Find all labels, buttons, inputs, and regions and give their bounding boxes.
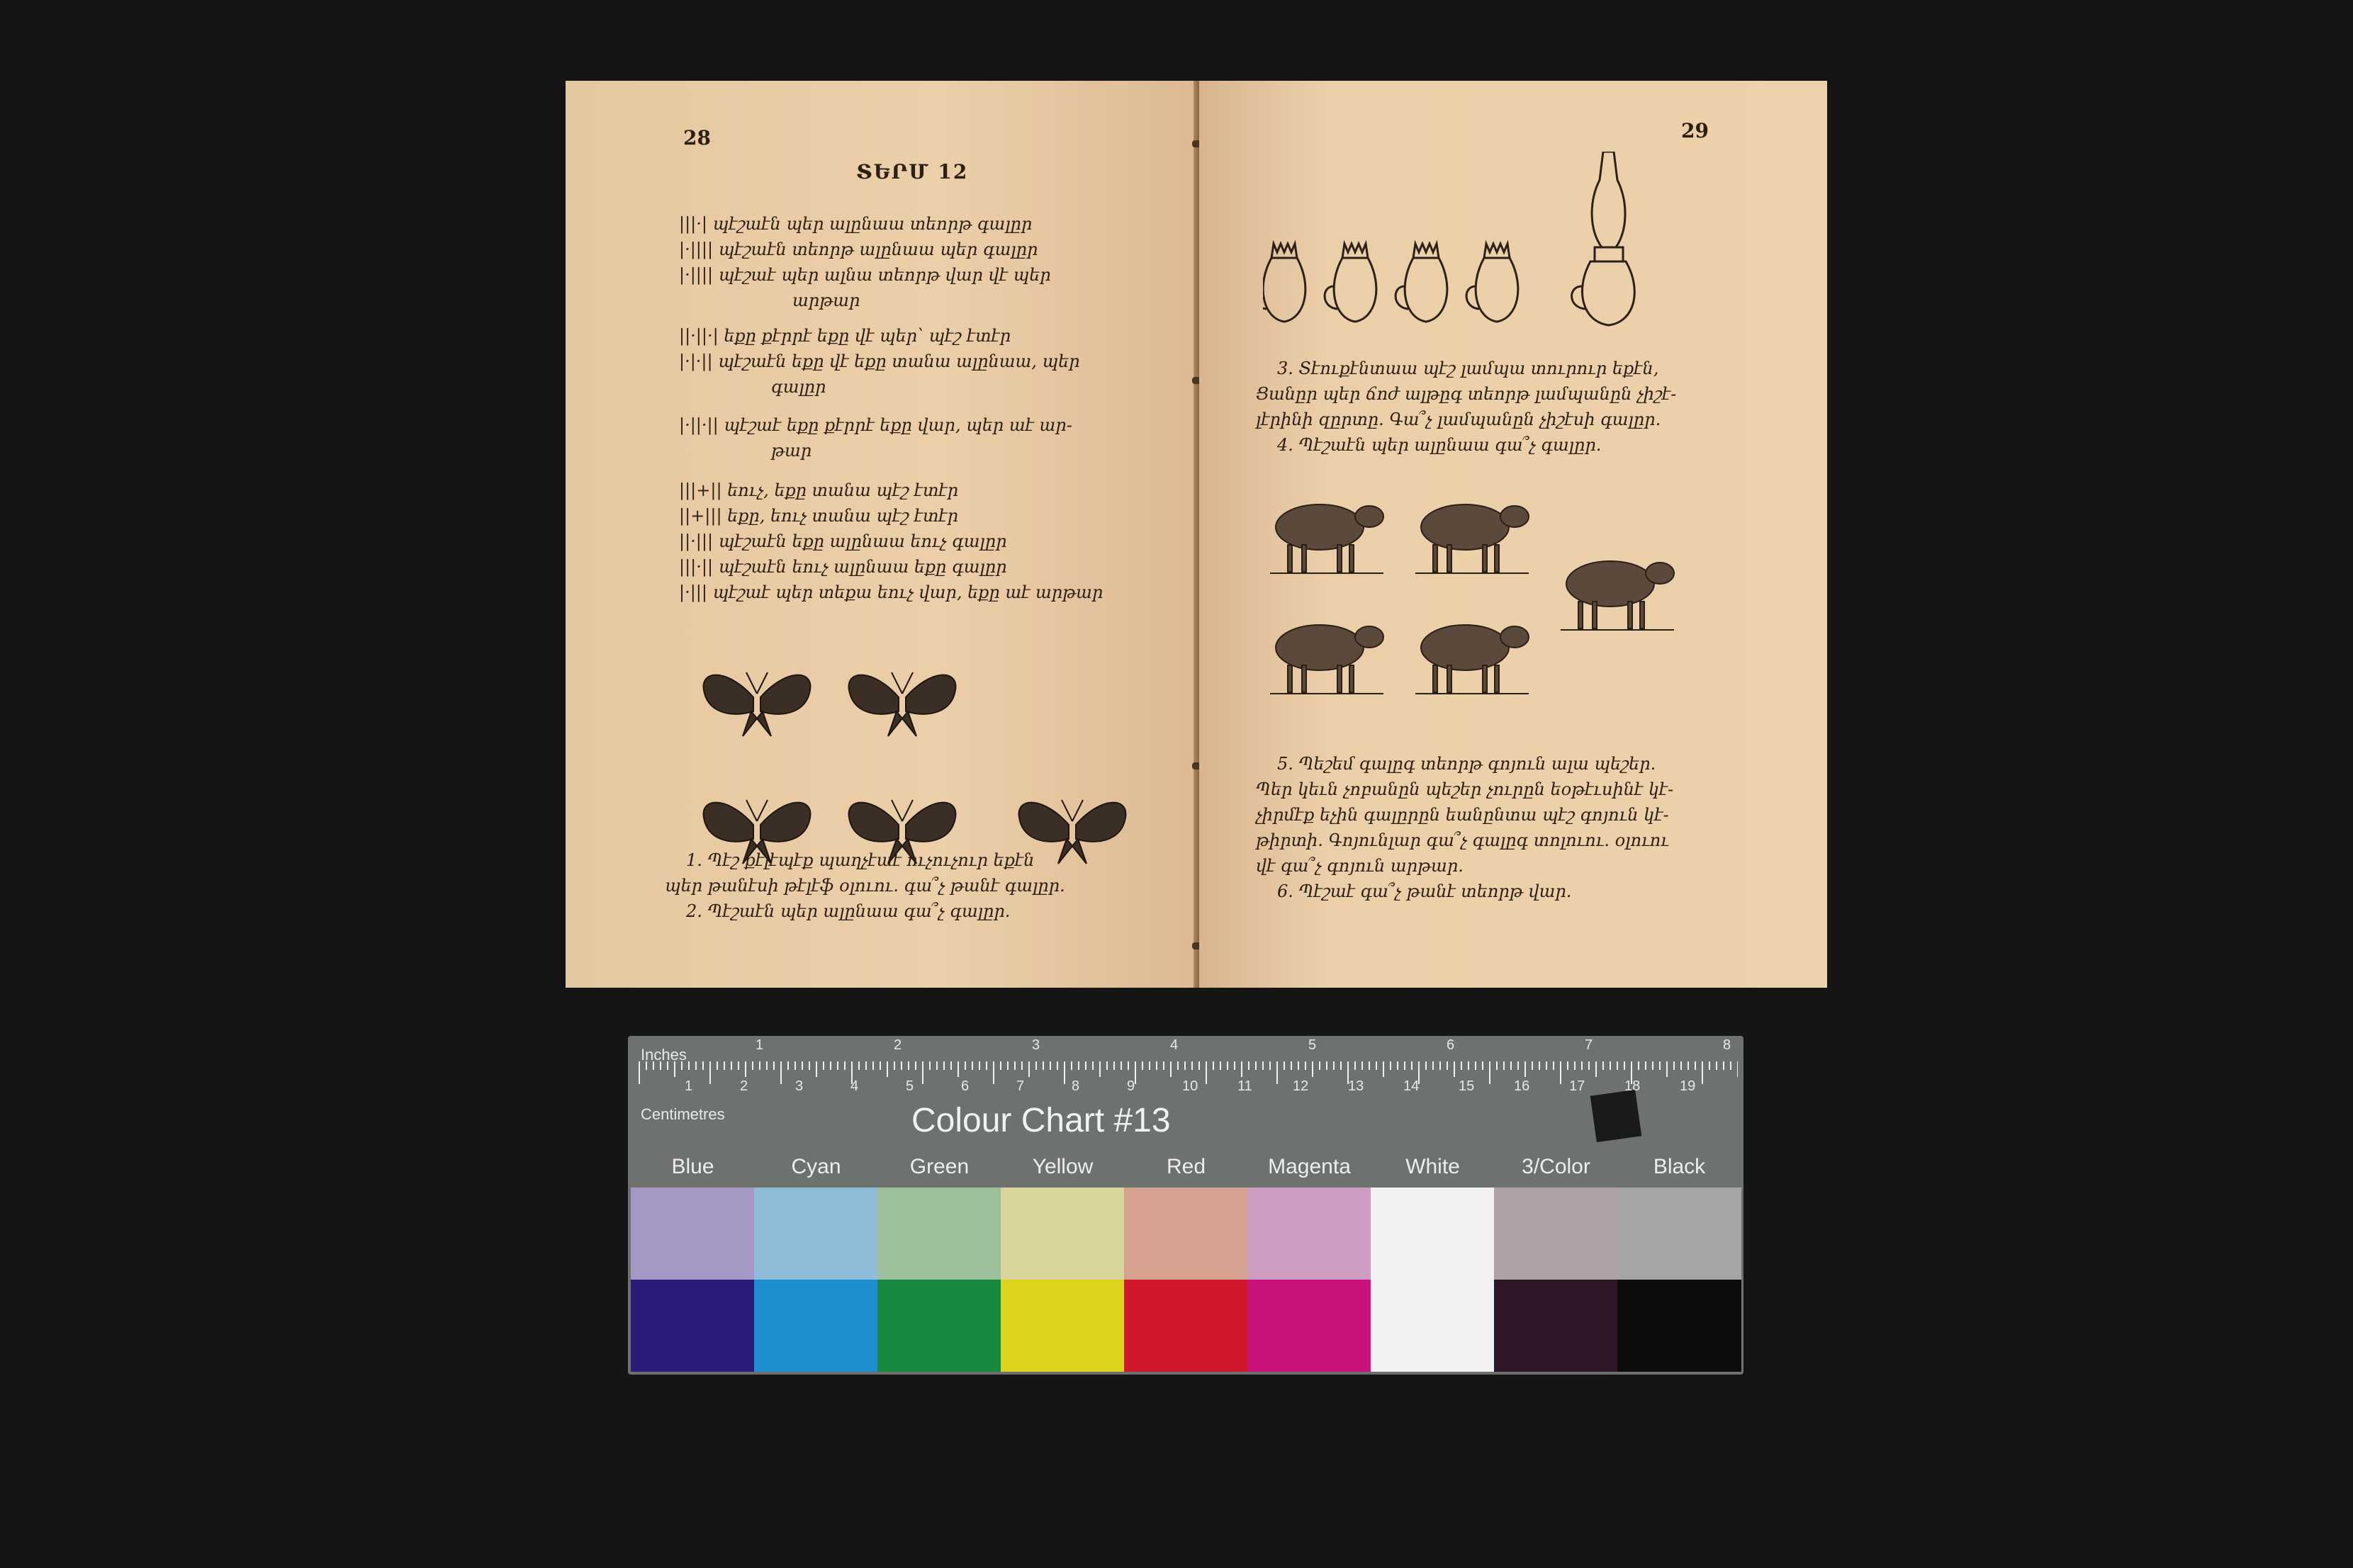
text-line: |·|·|| պէշաէն եքը վէ եքը տանա ալընաա, պեր: [679, 351, 1080, 371]
cm-mark-label: 4: [850, 1078, 859, 1094]
cm-mark-label: 3: [795, 1078, 804, 1094]
text-line: |·||| պէշաէ պեր տեքա եուչ վար, եքը աէ արթար: [679, 582, 1104, 602]
ruler-inches-label: Inches: [641, 1046, 687, 1064]
cm-mark-label: 2: [740, 1078, 748, 1094]
ruler-cm-label: Centimetres: [641, 1105, 725, 1123]
swatch-label: Black: [1653, 1155, 1706, 1178]
text-line: |||·| պէշաէն պեր ալընաա տեորթ գալըր: [679, 214, 1033, 234]
swatch-tint: [754, 1188, 878, 1280]
cm-mark-label: 10: [1182, 1078, 1198, 1094]
cm-mark-label: 15: [1459, 1078, 1475, 1094]
swatch-tint: [1371, 1188, 1495, 1280]
cm-mark-label: 13: [1348, 1078, 1364, 1094]
cm-mark-label: 9: [1127, 1078, 1135, 1094]
swatch-tint: [1247, 1188, 1371, 1280]
cm-mark-label: 17: [1569, 1078, 1585, 1094]
cm-mark-label: 11: [1237, 1078, 1252, 1094]
cm-mark-label: 14: [1403, 1078, 1420, 1094]
text-line: վէ գա՞չ գոյուն արթար.: [1256, 856, 1464, 876]
swatch-label: Cyan: [791, 1155, 841, 1178]
text-line: թար: [771, 441, 812, 461]
swatch-solid: [1247, 1280, 1371, 1372]
cm-mark-label: 8: [1072, 1078, 1080, 1094]
text-line: պեր թանէսի թէլէֆ օլուու. գա՞չ թանէ գալըր.: [665, 876, 1065, 896]
text-line: 6. Պէշաէ գա՞չ թանէ տեորթ վար.: [1277, 881, 1572, 901]
text-line: 4. Պէշաէն պեր ալընաա գա՞չ գալըր.: [1277, 435, 1602, 455]
right-page: [1199, 81, 1827, 988]
inch-mark-label: 3: [1032, 1037, 1040, 1053]
text-line: |·|||| պէշաէն տեորթ ալընաա պեր գալըր: [679, 239, 1038, 259]
text-line: ||·||·| եքը քէրրէ եքը վէ պեր՝ պէշ էտէր: [679, 326, 1011, 346]
page-number-left: 28: [683, 126, 711, 150]
text-line: Պեր կեւն չոբանըն պեշեր չուրըն եօթէւսինէ կէ-: [1256, 779, 1674, 799]
text-line: |||·|| պէշաէն եուչ ալընաա եքը գալըր: [679, 557, 1007, 577]
swatch-tint: [1494, 1188, 1618, 1280]
text-line: չիրմէք եչին գալըրըն եանընտա պէշ գոյուն կէ-: [1256, 805, 1669, 825]
text-line: գալըր: [771, 377, 826, 397]
swatch-label: Green: [909, 1155, 970, 1178]
swatch-tint: [1617, 1188, 1741, 1280]
swatch-solid: [631, 1280, 755, 1372]
cm-mark-label: 1: [685, 1078, 693, 1094]
text-line: 3. Տէուքէնտաա պէշ լամպա տուրուր եքէն,: [1277, 359, 1659, 378]
daners-picta-logo: [1590, 1090, 1642, 1142]
swatch-tint: [1124, 1188, 1248, 1280]
lesson-heading: ՏԵՐՄ 12: [856, 160, 969, 184]
inch-mark-label: 2: [894, 1037, 902, 1053]
page-number-right: 29: [1681, 119, 1709, 142]
chart-title: Colour Chart #13: [911, 1102, 1171, 1139]
text-line: լէրինի զըրտը. Գա՞չ լամպանըն չիշէսի գալըր.: [1256, 410, 1661, 429]
inch-mark-label: 5: [1308, 1037, 1317, 1053]
swatch-solid: [1494, 1280, 1618, 1372]
text-line: |·|||| պէշաէ պեր ալնա տեորթ վար վէ պեր: [679, 265, 1051, 285]
text-line: |·||·|| պէշաէ եքը քէրրէ եքը վար, պեր աէ ար-: [679, 415, 1072, 435]
swatch-solid: [877, 1280, 1001, 1372]
swatch-label: Magenta: [1268, 1155, 1351, 1178]
inch-mark-label: 6: [1447, 1037, 1455, 1053]
text-line: 1. Պէշ քէլէպէք պաղչէաէ ուչուչուր եքէն: [686, 850, 1035, 870]
text-line: 5. Պեշեմ գալըգ տեորթ գոյուն ալա պեշեր.: [1277, 754, 1656, 774]
inch-mark-label: 7: [1585, 1037, 1593, 1053]
inch-mark-label: 8: [1723, 1037, 1731, 1053]
swatch-tint: [1001, 1188, 1125, 1280]
sheep-illustration: [1263, 492, 1688, 733]
cm-mark-label: 12: [1293, 1078, 1309, 1094]
swatch-solid: [1371, 1280, 1495, 1372]
text-line: 2. Պէշաէն պեր ալընաա գա՞չ գալըր.: [686, 901, 1011, 921]
open-book: [566, 81, 1827, 988]
swatch-solid: [1617, 1280, 1741, 1372]
cm-mark-label: 16: [1514, 1078, 1530, 1094]
swatch-label: 3/Color: [1522, 1155, 1590, 1178]
swatch-label: White: [1405, 1155, 1460, 1178]
inch-mark-label: 4: [1170, 1037, 1179, 1053]
cm-mark-label: 18: [1624, 1078, 1641, 1094]
left-page: [566, 81, 1199, 988]
swatch-tint: [877, 1188, 1001, 1280]
swatch-tint: [631, 1188, 755, 1280]
cm-mark-label: 6: [961, 1078, 970, 1094]
swatch-label: Yellow: [1032, 1155, 1094, 1178]
text-line: |||+|| եուչ, եքը տանա պէշ էտէր: [679, 480, 959, 500]
text-line: ||·||| պէշաէն եքը ալընաա եուչ գալըր: [679, 531, 1007, 551]
swatch-label: Blue: [671, 1155, 714, 1178]
cm-mark-label: 19: [1680, 1078, 1696, 1094]
swatch-solid: [1001, 1280, 1125, 1372]
cm-mark-label: 7: [1016, 1078, 1025, 1094]
swatch-label: Red: [1166, 1155, 1206, 1178]
inch-mark-label: 1: [756, 1037, 764, 1053]
text-line: թիրտի. Գոյունլար գա՞չ գալըգ տոլուու. օլուու: [1256, 830, 1669, 850]
swatch-solid: [754, 1280, 878, 1372]
swatch-solid: [1124, 1280, 1248, 1372]
colour-chart: [628, 1036, 1743, 1375]
cm-mark-label: 5: [906, 1078, 914, 1094]
text-line: Ցանըր պեր ճոժ ալթըգ տեորթ լամպանըն չիշէ-: [1256, 384, 1677, 404]
text-line: արթար: [792, 291, 860, 310]
text-line: ||+||| եքը, եուչ տանա պէշ էտէր: [679, 506, 959, 526]
